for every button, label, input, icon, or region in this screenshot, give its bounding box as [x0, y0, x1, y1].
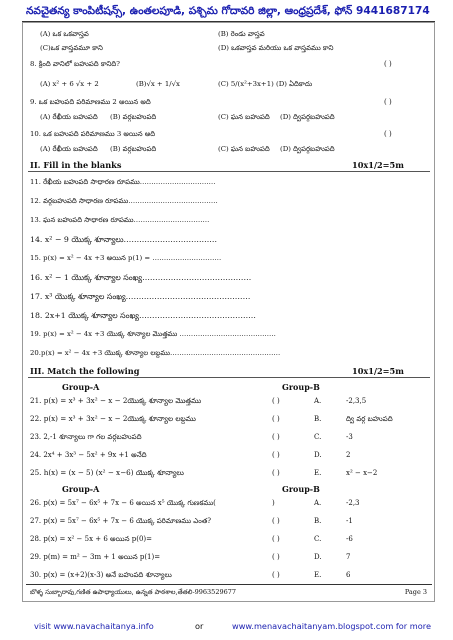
fill-blank-16: 16. x² − 1 యొక్క శూన్యాల సంఖ్య…………………………………… — [30, 273, 252, 282]
answer-box-8: ( ) — [384, 60, 392, 68]
q10-option-b: (B) వర్గబహుపది — [110, 145, 157, 153]
q8-option-a: (A) x² + 6 √x + 2 — [40, 80, 99, 88]
match-row-21 — [30, 395, 416, 407]
answer-box-10: ( ) — [384, 130, 392, 138]
match-answer: ద్వి వర్గ బహుపది — [346, 415, 393, 423]
option-letter: E. — [314, 571, 322, 579]
answer-box: ( ) — [272, 535, 280, 543]
q8-option-d: (D) ఏదికాదు — [276, 80, 313, 88]
fill-blank-13: 13. ఘన బహుపది సాధారణ రూపము…………………………… — [30, 216, 210, 224]
q9-option-a: (A) రేఖీయ బహుపది — [40, 113, 98, 121]
question-9: 9. ఒక బహుపది పరిమాణము 2 అయిన అది — [30, 98, 151, 106]
match-answer: x² − x−2 — [346, 469, 378, 477]
match-row-26 — [30, 497, 416, 509]
option-d: (D) ఒకవాస్తవ మరియు ఒక వాస్తవము కాని — [218, 44, 334, 52]
answer-box: ( ) — [272, 397, 280, 405]
group-b-label-2: Group-B — [282, 484, 320, 494]
match-answer: -2,3 — [346, 499, 360, 507]
option-letter: C. — [314, 535, 322, 543]
match-answer: 6 — [346, 571, 351, 579]
match-answer: -3 — [346, 433, 353, 441]
match-question: 21. p(x) = x³ + 3x² − x − 2యొక్క శూన్యాల మొత్తము — [30, 396, 202, 405]
match-question: 23. 2,-1 శూన్యాలు గా గల వర్గబహుపది — [30, 433, 142, 441]
q9-option-b: (B) వర్గబహుపది — [110, 113, 157, 121]
match-answer: 2 — [346, 451, 351, 459]
section-3-marks: 10x1/2=5m — [352, 366, 404, 376]
match-question: 25. h(x) = (x − 5) (x² − x−6) యొక్క శూన్యాలు — [30, 468, 184, 477]
link-navachaitanya[interactable]: visit www.navachaitanya.info — [34, 621, 154, 631]
match-question: 29. p(m) = m² − 3m + 1 అయిన p(1)= — [30, 553, 161, 561]
page-header-title: నవచైతన్య కాంపిటీషన్స్, ఉంతలపూడి, పశ్చిమ గోదావరి జిల్లా, ఆంధ్రప్రదేశ్, ఫోన్ 9441687174 — [26, 5, 430, 17]
option-letter: C. — [314, 433, 322, 441]
match-row-30 — [30, 569, 416, 581]
option-letter: E. — [314, 469, 322, 477]
match-row-24 — [30, 449, 416, 461]
match-answer: 7 — [346, 553, 351, 561]
option-letter: D. — [314, 451, 322, 459]
match-question: 22. p(x) = x³ + 3x² − x − 2యొక్క శూన్యాల లబ్దము — [30, 414, 196, 423]
option-letter: B. — [314, 415, 322, 423]
q10-option-a: (A) రేఖీయ బహుపది — [40, 145, 98, 153]
fill-blank-12: 12. వర్గబహుపది సాధారణ రూపము………………………………… — [30, 197, 218, 205]
q9-option-d: (D) ద్విపర్గబహుపది — [280, 113, 335, 121]
section-2-rule — [28, 171, 430, 172]
match-row-23 — [30, 431, 416, 443]
option-b: (B) రెండు వాస్తవ — [218, 30, 265, 38]
match-question: 24. 2x⁴ + 3x³ − 5x² + 9x +1 అనేది — [30, 451, 147, 459]
link-separator-or: or — [195, 621, 204, 631]
option-letter: D. — [314, 553, 322, 561]
option-letter: B. — [314, 517, 322, 525]
fill-blank-14: 14. x² − 9 యొక్క శూన్యాలు……………………………… — [30, 235, 218, 244]
fill-blank-11: 11. రేఖీయ బహుపది సాధారణ రూపము…………………………… — [30, 178, 216, 186]
link-blogspot[interactable]: www.menavachaitanyam.blogspot.com for more — [232, 621, 431, 631]
option-letter: A. — [314, 397, 322, 405]
match-row-22 — [30, 413, 416, 425]
answer-box-9: ( ) — [384, 98, 392, 106]
match-question: 28. p(x) = x² − 5x + 6 అయిన p(0)= — [30, 535, 153, 543]
match-answer: -6 — [346, 535, 353, 543]
match-row-28 — [30, 533, 416, 545]
group-a-label-1: Group-A — [62, 382, 100, 392]
section-2-title: II. Fill in the blanks — [30, 160, 122, 170]
answer-box: ( ) — [272, 433, 280, 441]
page-number: Page 3 — [404, 588, 427, 596]
q8-option-b: (B)√x + 1/√x — [136, 80, 180, 88]
q10-option-d: (D) ద్విపర్గబహుపది — [280, 145, 335, 153]
section-3-title: III. Match the following — [30, 366, 140, 376]
match-answer: -2,3,5 — [346, 397, 367, 405]
fill-blank-18: 18. 2x+1 యొక్క శూన్యాల సంఖ్య……………………………………… — [30, 311, 256, 320]
section-2-marks: 10x1/2=5m — [352, 160, 404, 170]
match-row-25 — [30, 467, 416, 479]
answer-box: ( ) — [272, 469, 280, 477]
fill-blank-15: 15. p(x) = x² − 4x +3 అయిన p(1) = ………………………… — [30, 254, 222, 262]
option-letter: A. — [314, 499, 322, 507]
fill-blank-17: 17. x³ యొక్క శూన్యాల సంఖ్య………………………………………… — [30, 292, 251, 301]
option-a: (A) ఒక ఒకవాస్తవ — [40, 30, 89, 38]
group-b-label-1: Group-B — [282, 382, 320, 392]
question-10: 10. ఒక బహుపది పరిమాణము 3 అయిన అది — [30, 130, 156, 138]
match-row-27 — [30, 515, 416, 527]
option-c: (C)ఒక వాస్తవమూ కాని — [40, 44, 103, 52]
match-answer: -1 — [346, 517, 353, 525]
footer-rule — [26, 584, 432, 585]
q9-option-c: (C) ఘన బహుపది — [218, 113, 270, 121]
fill-blank-19: 19. p(x) = x² − 4x +3 యొక్క శూన్యాల మొత్తము …………………………………… — [30, 330, 276, 338]
answer-box: ( ) — [272, 415, 280, 423]
answer-box: ( ) — [272, 553, 280, 561]
match-question: 26. p(x) = 5x⁷ − 6x⁵ + 7x − 6 అయిన x⁵ యొక్క గుణకము( — [30, 499, 216, 507]
answer-box: ( ) — [272, 571, 280, 579]
answer-box: ) — [272, 499, 275, 507]
footer-author: బొళ్ళ సుబ్బారావు,గణిత ఉపాధ్యాయులు, ఉన్నత పాఠశాల,తేతలి-9963529677 — [30, 588, 237, 596]
match-question: 30. p(x) = (x+2)(x-3) అనే బహుపది శూన్యాలు — [30, 571, 172, 579]
fill-blank-20: 20.p(x) = x² − 4x +3 యొక్క శూన్యాల లబ్దము………………………………………… — [30, 349, 281, 357]
match-row-29 — [30, 551, 416, 563]
section-3-rule — [28, 377, 430, 378]
question-8: 8. క్రింది వానిలో బహుపది కానిది? — [30, 60, 120, 68]
answer-box: ( ) — [272, 451, 280, 459]
q10-option-c: (C) ఘన బహుపది — [218, 145, 270, 153]
q8-option-c: (C) 5/(x²+3x+1) — [218, 80, 274, 88]
answer-box: ( ) — [272, 517, 280, 525]
group-a-label-2: Group-A — [62, 484, 100, 494]
match-question: 27. p(x) = 5x⁷ − 6x⁵ + 7x − 6 యొక్క పరిమాణము ఎంత? — [30, 517, 212, 525]
